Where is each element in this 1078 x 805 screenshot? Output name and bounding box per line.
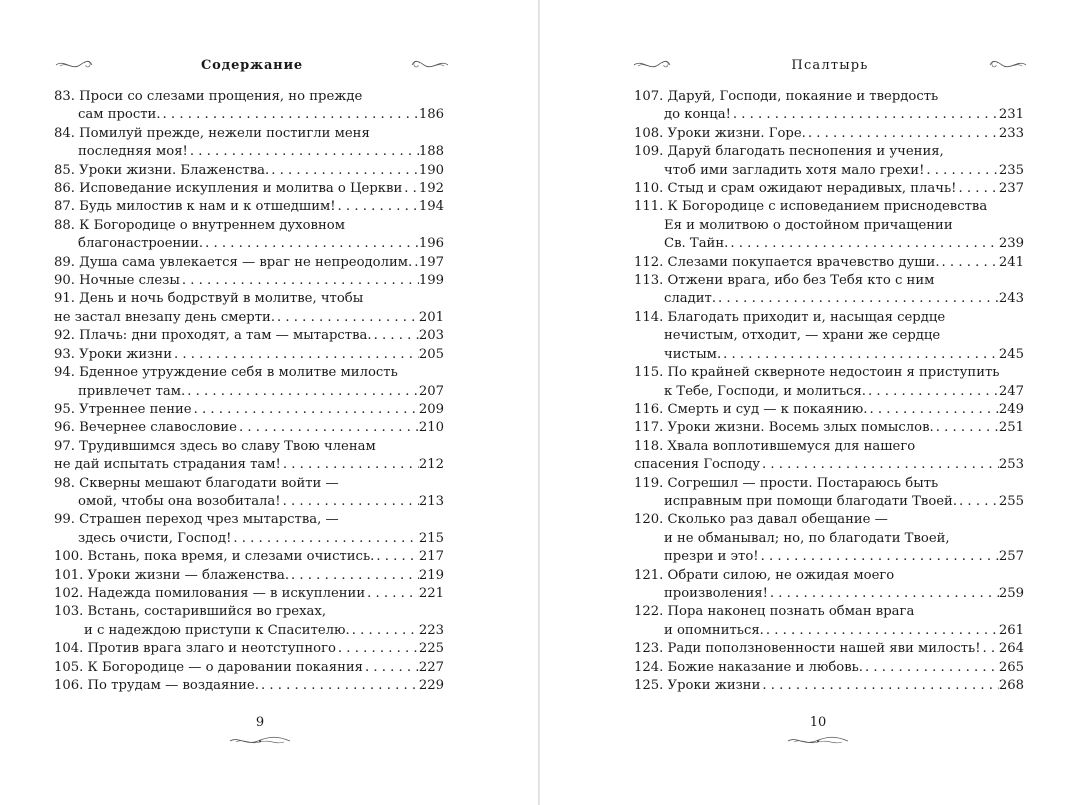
toc-entry-page: 207 xyxy=(418,383,444,399)
toc-entry-title: здесь очисти, Господ! xyxy=(78,530,232,546)
toc-entry-title: к Тебе, Господи, и молиться. xyxy=(664,383,866,399)
toc-entry-title: 114. Благодать приходит и, насыщая сердце xyxy=(634,309,946,325)
toc-entry-page: 221 xyxy=(418,585,444,601)
toc-entry-continuation xyxy=(54,383,444,401)
dot-leader xyxy=(764,622,999,640)
toc-entry-title: 99. Страшен переход чрез мытарства, — xyxy=(54,512,339,528)
toc-entry-title: 100. Встань, пока время, и слезами очистись. xyxy=(54,549,375,565)
dot-leader xyxy=(957,493,999,511)
toc-entry-page: 212 xyxy=(418,457,444,473)
toc-entry-title: 87. Будь милостив к нам и к отшедшим! xyxy=(54,199,336,215)
toc-entry-page: 209 xyxy=(418,401,444,417)
toc-entry xyxy=(54,88,444,125)
dot-leader xyxy=(185,383,419,401)
dot-leader xyxy=(336,640,419,658)
toc-entry-title: 115. По крайней скверноте недостоин я приступить xyxy=(634,365,1000,381)
dot-leader xyxy=(759,548,999,566)
toc-entry-title: и опомниться. xyxy=(664,622,764,638)
toc-entry-title: омой, чтобы она возобитала! xyxy=(78,493,281,509)
toc-entry-line xyxy=(634,511,1024,529)
toc-entry-page: 255 xyxy=(998,493,1024,509)
toc-entry xyxy=(634,603,1024,640)
toc-entry-title: 123. Ради поползновенности нашей яви милость! xyxy=(634,641,981,657)
toc-entry-title: 110. Стыд и срам ожидают нерадивых, плачь! xyxy=(634,181,957,197)
toc-entry-line xyxy=(634,125,1024,143)
toc-entry-page: 257 xyxy=(998,549,1024,565)
toc-entry-line xyxy=(634,198,1024,216)
toc-entry-continuation xyxy=(634,235,1024,253)
table-of-contents xyxy=(634,88,1024,695)
dot-leader xyxy=(760,677,998,695)
toc-entry-title: 92. Плачь: дни проходят, а там — мытарства. xyxy=(54,328,372,344)
toc-entry xyxy=(634,309,1024,364)
flourish-right-icon xyxy=(988,57,1028,73)
dot-leader xyxy=(863,659,999,677)
toc-entry-page: 205 xyxy=(418,346,444,362)
toc-entry xyxy=(54,162,444,180)
toc-entry-title: 86. Исповедание искупления и молитва о Церкви xyxy=(54,181,403,197)
dot-leader xyxy=(259,677,419,695)
toc-entry-line xyxy=(634,272,1024,290)
toc-entry xyxy=(54,401,444,419)
toc-entry xyxy=(634,364,1024,401)
toc-entry-title: и не обманывал; но, по благодати Твоей, xyxy=(664,530,950,546)
toc-entry-page: 188 xyxy=(418,144,444,160)
toc-entry xyxy=(54,327,444,345)
toc-entry-line xyxy=(634,401,1024,419)
toc-entry-continuation xyxy=(634,162,1024,180)
toc-entry xyxy=(54,364,444,401)
toc-entry-page: 203 xyxy=(418,328,444,344)
toc-entry-title: 89. Душа сама увлекается — враг не непреодолим. xyxy=(54,254,413,270)
toc-entry-line xyxy=(634,603,1024,621)
toc-entry xyxy=(634,640,1024,658)
toc-entry-line xyxy=(634,254,1024,272)
toc-entry-title: 88. К Богородице о внутреннем духовном xyxy=(54,217,345,233)
toc-entry-line xyxy=(54,198,444,216)
flourish-left-icon xyxy=(632,57,672,73)
toc-entry-line xyxy=(634,475,1024,493)
toc-entry-line xyxy=(634,438,1024,456)
dot-leader xyxy=(924,162,998,180)
dot-leader xyxy=(768,585,999,603)
toc-entry-title: привлечет там. xyxy=(78,383,186,399)
dot-leader xyxy=(281,493,419,511)
toc-entry-continuation xyxy=(634,585,1024,603)
toc-entry-title: 113. Отжени врага, ибо без Тебя кто с ним xyxy=(634,273,935,289)
toc-entry-continuation xyxy=(54,143,444,161)
toc-entry-line xyxy=(54,125,444,143)
toc-entry-page: 264 xyxy=(998,641,1024,657)
toc-entry-page: 249 xyxy=(998,401,1024,417)
toc-entry-title: 124. Божие наказание и любовь. xyxy=(634,659,864,675)
toc-entry-line xyxy=(54,217,444,235)
toc-entry-line xyxy=(54,659,444,677)
toc-entry-continuation xyxy=(54,493,444,511)
toc-entry-page: 235 xyxy=(998,162,1024,178)
toc-entry-line xyxy=(634,567,1024,585)
toc-entry xyxy=(54,419,444,437)
toc-entry-page: 243 xyxy=(998,291,1024,307)
dot-leader xyxy=(180,272,419,290)
toc-entry-continuation xyxy=(54,235,444,253)
toc-entry-continuation xyxy=(634,327,1024,345)
toc-entry xyxy=(54,438,444,475)
dot-leader xyxy=(289,567,419,585)
toc-entry-title: 112. Слезами покупается врачевство души. xyxy=(634,254,940,270)
toc-entry-title: 104. Против врага злаго и неотступного xyxy=(54,641,336,657)
toc-entry xyxy=(54,585,444,603)
toc-entry-title: 105. К Богородице — о даровании покаяния xyxy=(54,659,363,675)
dot-leader xyxy=(281,456,419,474)
toc-entry xyxy=(54,511,444,548)
toc-entry-title: 107. Даруй, Господи, покаяние и твердость xyxy=(634,89,939,104)
toc-entry xyxy=(634,659,1024,677)
toc-entry-line xyxy=(54,327,444,345)
toc-entry-line xyxy=(634,419,1024,437)
toc-entry-title: не застал внезапу день смерти. xyxy=(54,309,276,325)
toc-entry-line xyxy=(54,346,444,364)
toc-entry-title: 98. Скверны мешают благодати войти — xyxy=(54,475,339,491)
toc-entry-title: сам прости. xyxy=(78,107,161,123)
dot-leader xyxy=(402,180,419,198)
toc-entry-title: 95. Утреннее пение xyxy=(54,401,192,417)
toc-entry-page: 253 xyxy=(998,457,1024,473)
left-page-header xyxy=(54,54,450,76)
toc-entry-title: 106. По трудам — воздаяние. xyxy=(54,678,259,693)
dot-leader xyxy=(956,180,998,198)
toc-entry-title: чистым. xyxy=(664,346,722,362)
toc-entry-line xyxy=(54,290,444,308)
toc-entry xyxy=(54,217,444,254)
flourish-left-icon xyxy=(54,57,94,73)
toc-entry-title: 109. Даруй благодать песнопения и учения, xyxy=(634,144,944,160)
toc-entry-page: 186 xyxy=(418,107,444,123)
dot-leader xyxy=(940,254,999,272)
toc-entry xyxy=(54,548,444,566)
page-footer xyxy=(768,715,868,748)
toc-entry-title: 101. Уроки жизни — блаженства. xyxy=(54,567,290,583)
toc-entry xyxy=(54,254,444,272)
toc-entry xyxy=(54,198,444,216)
toc-entry xyxy=(634,475,1024,512)
toc-entry-title: 90. Ночные слезы xyxy=(54,273,180,289)
toc-entry-continuation xyxy=(634,383,1024,401)
toc-entry-title: 121. Обрати силою, не ожидая моего xyxy=(634,567,895,583)
toc-entry-line xyxy=(54,401,444,419)
toc-entry-continuation xyxy=(634,548,1024,566)
right-page xyxy=(540,0,1078,805)
toc-entry xyxy=(54,567,444,585)
toc-entry-title: и с надеждою приступи к Спасителю. xyxy=(84,622,350,638)
toc-entry-continuation xyxy=(54,622,444,640)
dot-leader xyxy=(336,198,419,216)
toc-entry-page: 259 xyxy=(998,585,1024,601)
toc-entry-title: 120. Сколько раз давал обещание — xyxy=(634,512,888,528)
dot-leader xyxy=(867,401,998,419)
dot-leader xyxy=(188,143,419,161)
left-page xyxy=(0,0,538,805)
toc-entry xyxy=(634,677,1024,695)
toc-entry-page: 231 xyxy=(998,107,1024,123)
toc-entry-line xyxy=(634,180,1024,198)
dot-leader xyxy=(172,346,419,364)
dot-leader xyxy=(203,235,419,253)
toc-entry-line xyxy=(54,548,444,566)
toc-entry-line xyxy=(54,364,444,382)
toc-entry xyxy=(634,511,1024,566)
toc-entry-continuation xyxy=(634,346,1024,364)
toc-entry-line xyxy=(634,659,1024,677)
toc-entry-continuation xyxy=(634,530,1024,548)
dot-leader xyxy=(374,548,419,566)
toc-entry-continuation xyxy=(634,106,1024,124)
toc-entry-continuation xyxy=(634,456,1024,474)
toc-entry-title: 94. Бденное утруждение себя в молитве милость xyxy=(54,365,398,381)
toc-entry xyxy=(634,198,1024,253)
toc-entry-page: 247 xyxy=(998,383,1024,399)
dot-leader xyxy=(161,106,419,124)
dot-leader xyxy=(731,106,999,124)
toc-entry-line xyxy=(54,475,444,493)
dot-leader xyxy=(866,383,999,401)
toc-entry xyxy=(54,125,444,162)
toc-entry-line xyxy=(634,143,1024,161)
toc-entry-line xyxy=(54,254,444,272)
toc-entry-title: 111. К Богородице с исповеданием приснодевства xyxy=(634,199,988,215)
toc-entry-title: не дай испытать страдания там! xyxy=(54,457,281,473)
toc-entry-title: 118. Хвала воплотившемуся для нашего xyxy=(634,438,916,454)
toc-entry-line xyxy=(54,677,444,695)
toc-entry xyxy=(634,254,1024,272)
dot-leader xyxy=(412,254,419,272)
toc-entry-page: 245 xyxy=(998,346,1024,362)
toc-entry-line xyxy=(634,88,1024,106)
toc-entry-line xyxy=(634,677,1024,695)
toc-entry-title: 103. Встань, состарившийся во грехах, xyxy=(54,604,327,620)
toc-entry-title: чтоб ими загладить хотя мало грехи! xyxy=(664,162,925,178)
toc-entry xyxy=(634,272,1024,309)
toc-entry-title: 83. Проси со слезами прощения, но прежде xyxy=(54,89,363,104)
dot-leader xyxy=(237,419,419,437)
toc-entry-page: 190 xyxy=(418,162,444,178)
toc-entry-page: 199 xyxy=(418,273,444,289)
dot-leader xyxy=(231,530,418,548)
dot-leader xyxy=(269,162,419,180)
toc-entry-title: Св. Тайн. xyxy=(664,236,729,252)
flourish-footer-icon xyxy=(228,734,292,748)
toc-entry-title: 84. Помилуй прежде, нежели постигли меня xyxy=(54,125,370,141)
toc-entry-line xyxy=(54,419,444,437)
toc-entry xyxy=(54,677,444,695)
toc-entry xyxy=(54,640,444,658)
toc-entry-page: 239 xyxy=(998,236,1024,252)
toc-entry xyxy=(54,290,444,327)
toc-entry-title: до конца! xyxy=(664,107,731,123)
toc-entry-continuation xyxy=(634,290,1024,308)
toc-entry-page: 197 xyxy=(418,254,444,270)
table-of-contents xyxy=(54,88,444,695)
flourish-footer-icon xyxy=(786,734,850,748)
page-number: 10 xyxy=(809,715,827,730)
toc-entry-page: 229 xyxy=(418,678,444,693)
page-footer xyxy=(210,715,310,748)
toc-entry-title: презри и это! xyxy=(664,549,759,565)
running-title: Псалтырь xyxy=(791,57,869,73)
toc-entry-title: произволения! xyxy=(664,585,768,601)
toc-entry-title: 108. Уроки жизни. Горе. xyxy=(634,125,806,141)
toc-entry xyxy=(634,401,1024,419)
toc-entry xyxy=(54,475,444,512)
toc-entry-title: 119. Согрешил — прости. Постараюсь быть xyxy=(634,475,939,491)
toc-entry-line xyxy=(54,162,444,180)
toc-entry-line xyxy=(54,585,444,603)
toc-entry-title: исправным при помощи благодати Твоей. xyxy=(664,493,958,509)
toc-entry-continuation xyxy=(634,493,1024,511)
toc-entry-title: благонастроении. xyxy=(78,236,204,252)
toc-entry xyxy=(634,180,1024,198)
toc-entry-line xyxy=(54,640,444,658)
toc-entry xyxy=(54,346,444,364)
toc-entry-page: 219 xyxy=(418,567,444,583)
toc-entry-page: 201 xyxy=(418,309,444,325)
dot-leader xyxy=(934,419,999,437)
right-page-header xyxy=(632,54,1028,76)
toc-entry-title: сладит. xyxy=(664,291,717,307)
toc-entry-page: 241 xyxy=(998,254,1024,270)
toc-entry-title: 122. Пора наконец познать обман врага xyxy=(634,604,915,620)
toc-entry-title: 116. Смерть и суд — к покаянию. xyxy=(634,401,868,417)
toc-entry xyxy=(634,143,1024,180)
flourish-right-icon xyxy=(410,57,450,73)
toc-entry xyxy=(634,419,1024,437)
dot-leader xyxy=(806,125,999,143)
toc-entry-continuation xyxy=(634,217,1024,235)
toc-entry-title: 125. Уроки жизни xyxy=(634,678,761,693)
toc-entry xyxy=(634,567,1024,604)
toc-entry-page: 213 xyxy=(418,493,444,509)
toc-entry-line xyxy=(54,88,444,106)
toc-entry xyxy=(54,603,444,640)
toc-entry-title: 85. Уроки жизни. Блаженства. xyxy=(54,162,270,178)
toc-entry-page: 223 xyxy=(418,622,444,638)
toc-entry-line xyxy=(634,640,1024,658)
toc-entry-page: 265 xyxy=(998,659,1024,675)
toc-entry xyxy=(634,438,1024,475)
toc-entry xyxy=(54,272,444,290)
toc-entry-continuation xyxy=(54,530,444,548)
toc-entry-page: 194 xyxy=(418,199,444,215)
toc-entry-title: 96. Вечернее славословие xyxy=(54,420,237,436)
dot-leader xyxy=(192,401,419,419)
toc-entry-page: 196 xyxy=(418,236,444,252)
toc-entry-page: 251 xyxy=(998,420,1024,436)
toc-entry xyxy=(54,659,444,677)
toc-entry xyxy=(54,180,444,198)
toc-entry-line xyxy=(54,180,444,198)
dot-leader xyxy=(728,235,999,253)
dot-leader xyxy=(760,456,999,474)
toc-entry-continuation xyxy=(634,622,1024,640)
dot-leader xyxy=(981,640,999,658)
toc-entry-line xyxy=(634,309,1024,327)
toc-entry-continuation xyxy=(54,106,444,124)
toc-entry-continuation xyxy=(54,456,444,474)
toc-entry-title: 93. Уроки жизни xyxy=(54,346,172,362)
dot-leader xyxy=(365,585,419,603)
toc-entry-continuation xyxy=(54,309,444,327)
dot-leader xyxy=(363,659,419,677)
dot-leader xyxy=(716,290,999,308)
toc-entry-line xyxy=(54,511,444,529)
toc-entry-title: 91. День и ночь бодрствуй в молитве, чтобы xyxy=(54,291,364,307)
toc-entry-line xyxy=(54,567,444,585)
toc-entry-page: 217 xyxy=(418,549,444,565)
toc-entry-line xyxy=(54,438,444,456)
toc-entry-title: последняя моя! xyxy=(78,144,188,160)
toc-entry xyxy=(634,88,1024,125)
toc-entry-page: 215 xyxy=(418,530,444,546)
toc-entry-page: 225 xyxy=(418,641,444,657)
toc-entry-page: 261 xyxy=(998,622,1024,638)
toc-entry xyxy=(634,125,1024,143)
dot-leader xyxy=(372,327,419,345)
toc-entry-title: спасения Господу xyxy=(634,457,760,473)
dot-leader xyxy=(721,346,999,364)
toc-entry-page: 227 xyxy=(418,659,444,675)
page-number: 9 xyxy=(255,715,265,730)
toc-entry-line xyxy=(54,603,444,621)
toc-entry-line xyxy=(54,272,444,290)
toc-entry-page: 192 xyxy=(418,181,444,197)
toc-entry-page: 237 xyxy=(998,181,1024,197)
toc-entry-title: Ея и молитвою о достойном причащении xyxy=(664,217,953,233)
toc-entry-page: 233 xyxy=(998,125,1024,141)
toc-entry-page: 210 xyxy=(418,420,444,436)
toc-entry-title: 117. Уроки жизни. Восемь злых помыслов. xyxy=(634,420,934,436)
toc-entry-title: 102. Надежда помилования — в искуплении xyxy=(54,585,366,601)
dot-leader xyxy=(275,309,419,327)
toc-entry-line xyxy=(634,364,1024,382)
toc-entry-title: нечистым, отходит, — храни же сердце xyxy=(664,328,941,344)
running-title: Содержание xyxy=(200,57,304,73)
dot-leader xyxy=(350,622,419,640)
toc-entry-title: 97. Трудившимся здесь во славу Твою членам xyxy=(54,438,376,454)
toc-entry-page: 268 xyxy=(998,678,1024,693)
